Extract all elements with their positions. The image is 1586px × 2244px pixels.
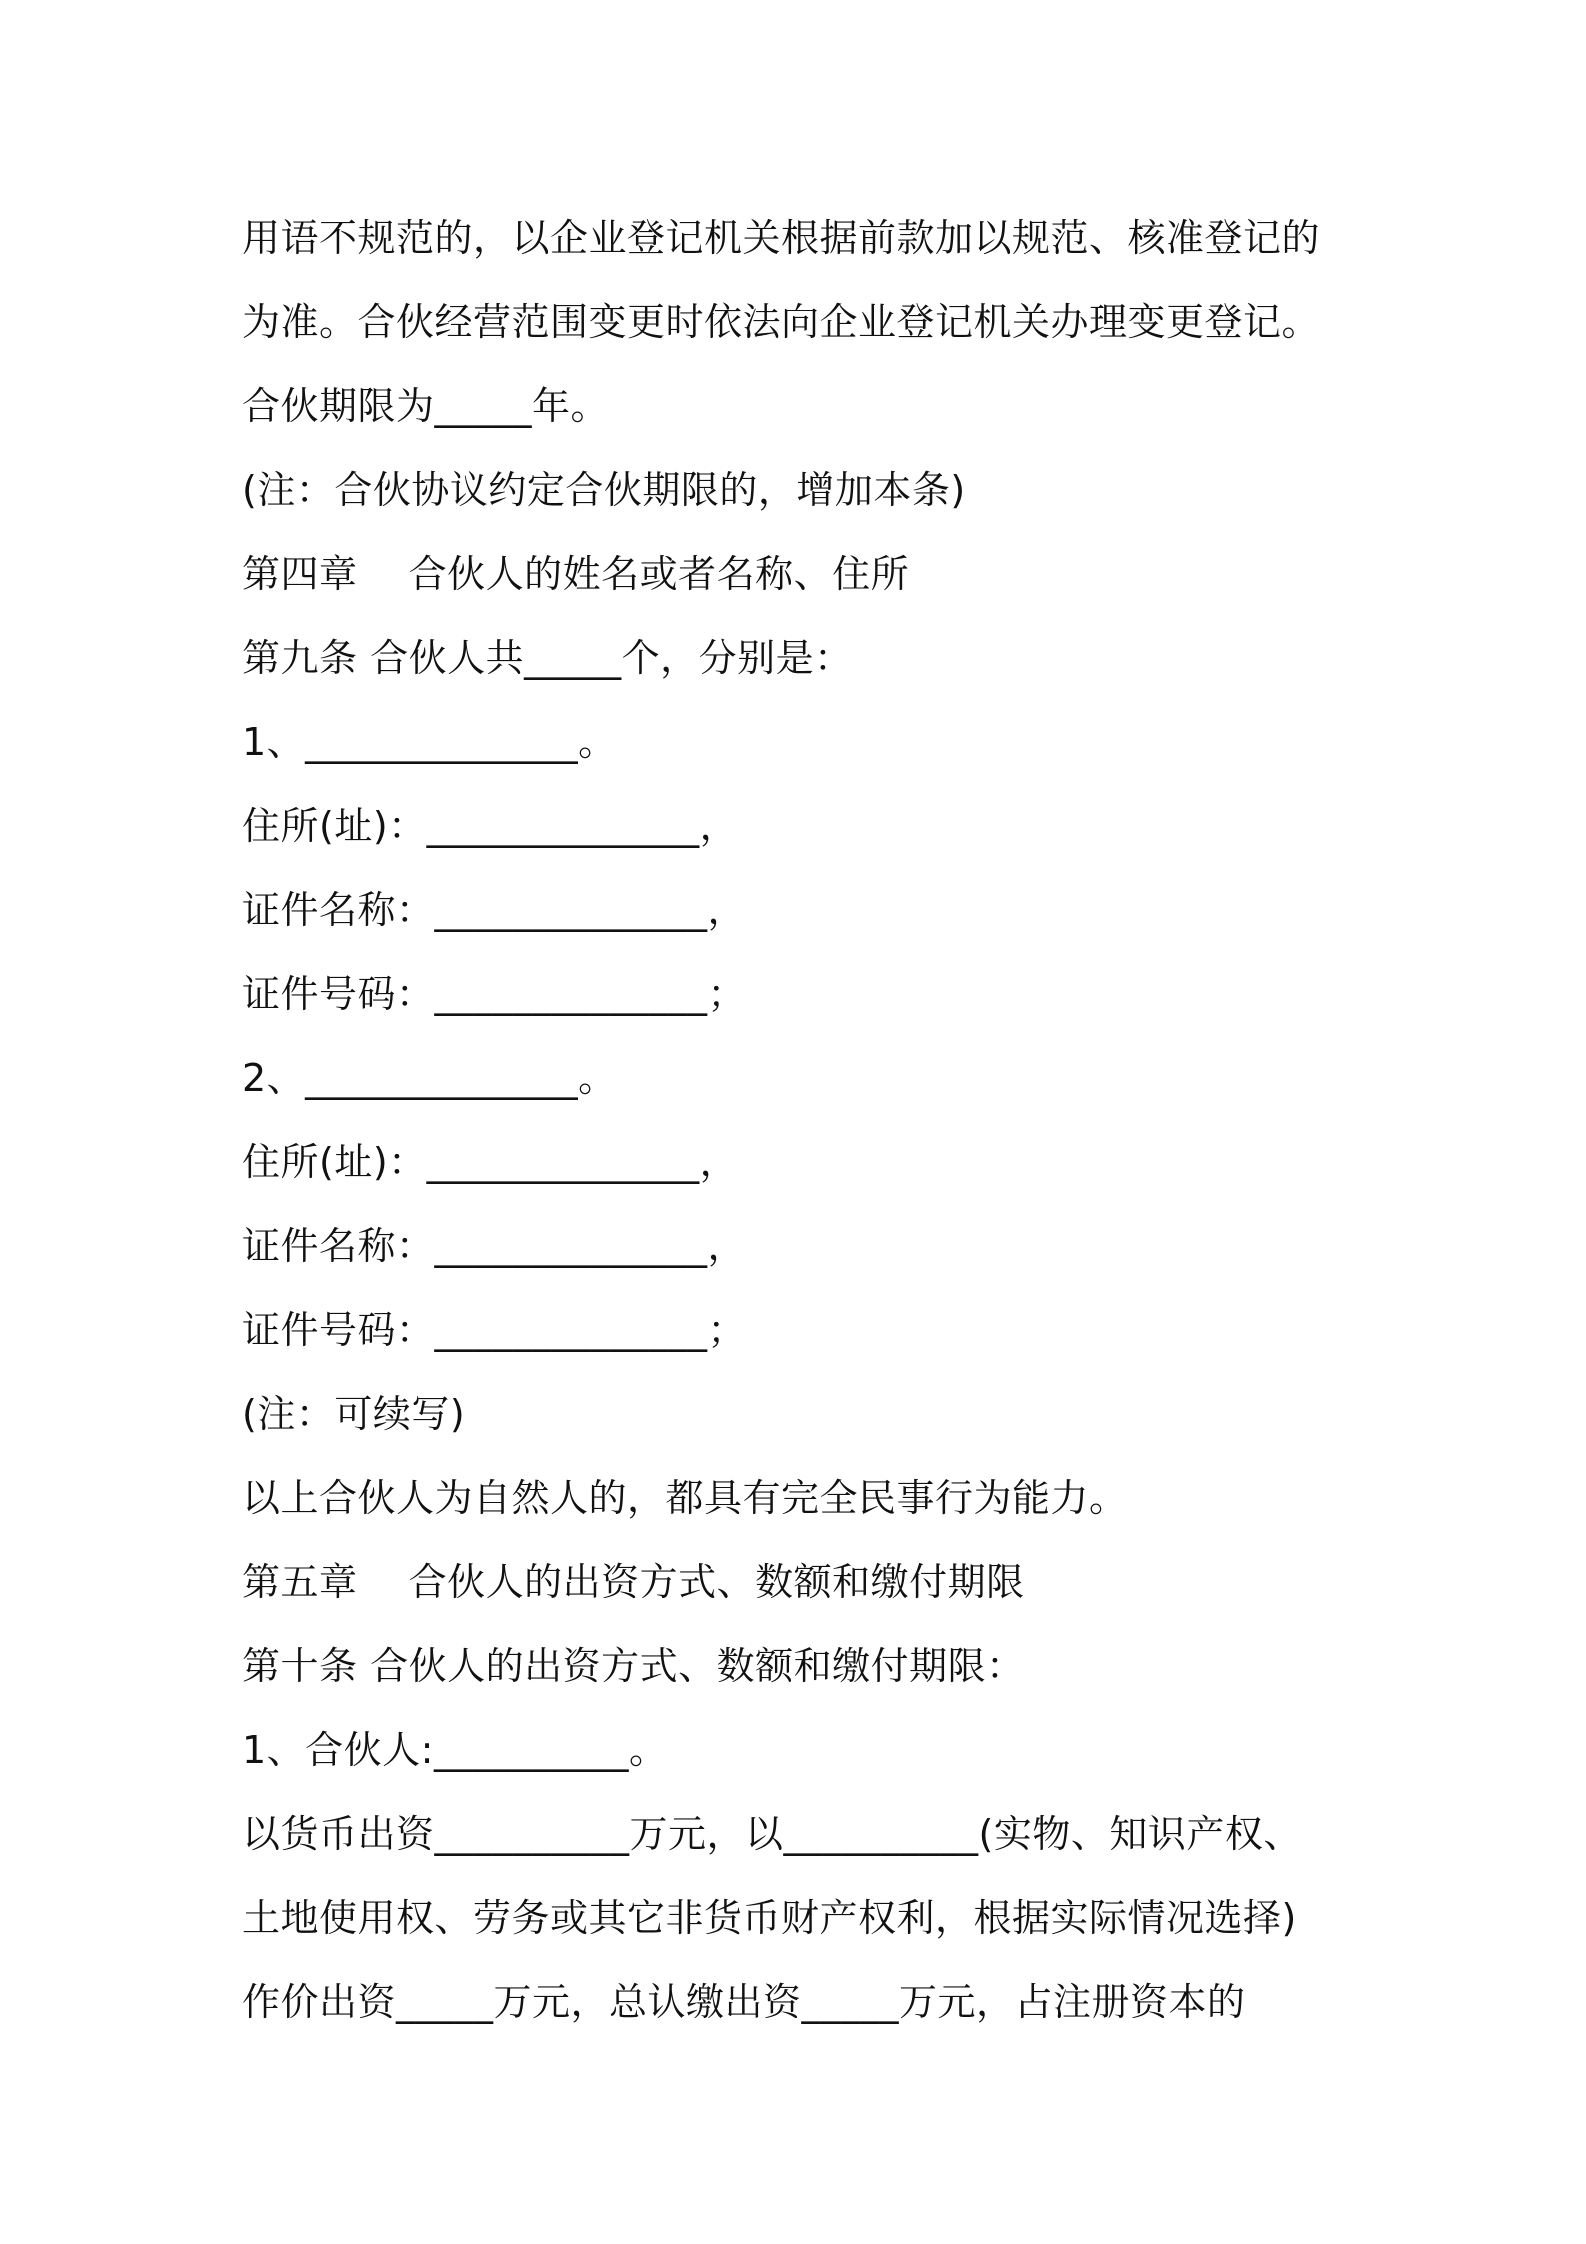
partner-id-type-line: 证件名称：______________， [242,888,747,932]
paragraph-line: 土地使用权、劳务或其它非货币财产权利，根据实际情况选择) [242,1896,1297,1940]
document-body [242,196,1422,2044]
paragraph-line: 以货币出资__________万元，以__________(实物、知识产权、 [242,1812,1302,1856]
chapter-heading: 第五章 合伙人的出资方式、数额和缴付期限 [242,1560,1025,1604]
note-line: (注：可续写) [242,1392,466,1436]
partner-id-number-line: 证件号码：______________； [242,1308,747,1352]
note-line: (注：合伙协议约定合伙期限的，增加本条) [242,468,966,512]
partner-entry-line: 1、______________。 [242,720,617,764]
partner-id-type-line: 证件名称：______________， [242,1224,747,1268]
partner-contribution-line: 1、合伙人:__________。 [242,1728,668,1772]
paragraph-line: 用语不规范的，以企业登记机关根据前款加以规范、核准登记的 [242,216,1321,260]
partner-entry-line: 2、______________。 [242,1056,617,1100]
paragraph-line: 合伙期限为_____年。 [242,384,610,428]
paragraph-line: 为准。合伙经营范围变更时依法向企业登记机关办理变更登记。 [242,300,1321,344]
article-heading: 第九条 合伙人共_____个，分别是： [242,636,853,680]
chapter-heading: 第四章 合伙人的姓名或者名称、住所 [242,552,910,596]
partner-address-line: 住所(址)：______________， [242,804,739,848]
paragraph-line: 作价出资_____万元，总认缴出资_____万元，占注册资本的 [242,1980,1246,2024]
partner-id-number-line: 证件号码：______________； [242,972,747,1016]
article-heading: 第十条 合伙人的出资方式、数额和缴付期限： [242,1644,1025,1688]
partner-address-line: 住所(址)：______________， [242,1140,739,1184]
paragraph-line: 以上合伙人为自然人的，都具有完全民事行为能力。 [242,1476,1128,1520]
